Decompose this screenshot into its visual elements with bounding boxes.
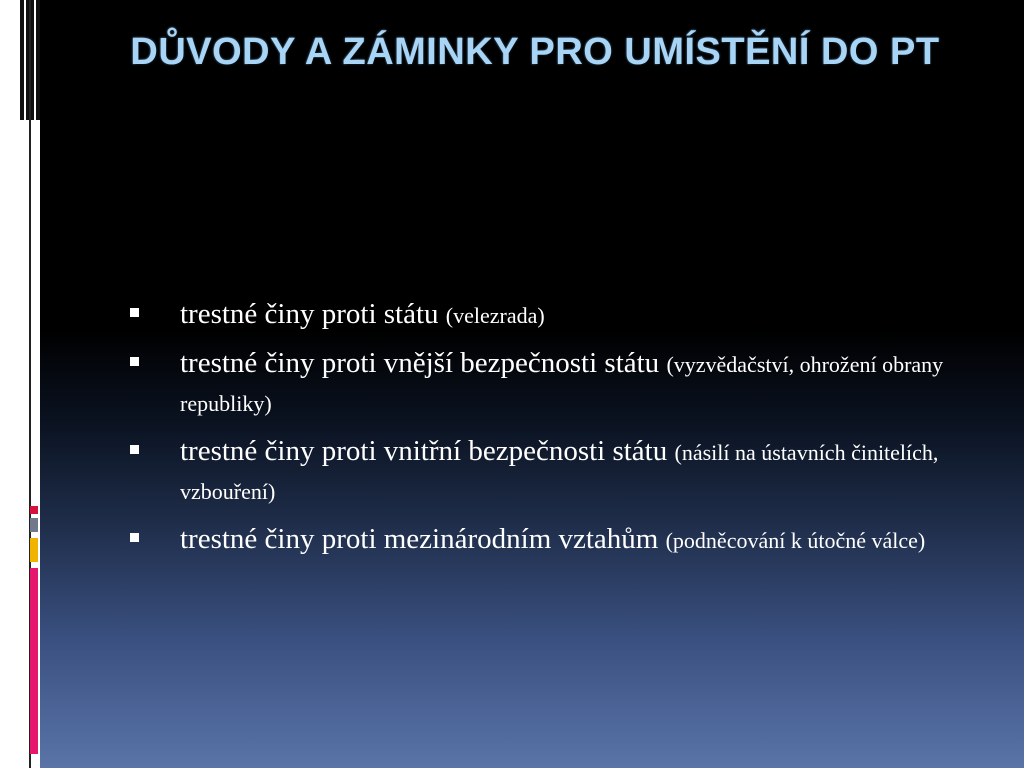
- bullet-main-text: trestné činy proti vnitřní bezpečnosti státu: [180, 435, 675, 467]
- square-bullet-icon: [130, 533, 139, 542]
- bullet-main-text: trestné činy proti mezinárodním vztahům: [180, 523, 666, 555]
- bullet-main-text: trestné činy proti státu: [180, 298, 446, 330]
- bullet-note-text: (vyzvědačství, ohrožení obrany republiky): [180, 352, 944, 416]
- list-item: [128, 433, 988, 513]
- square-bullet-icon: [130, 308, 139, 317]
- decorative-bar: [31, 0, 34, 120]
- left-decorative-strip: [0, 0, 40, 768]
- square-bullet-icon: [130, 357, 139, 366]
- accent-block-gray: [30, 518, 38, 532]
- decorative-bar: [20, 0, 24, 120]
- decorative-bar: [36, 0, 40, 120]
- list-item: [128, 521, 988, 562]
- bullet-list: [128, 296, 988, 570]
- list-item: [128, 296, 988, 337]
- bullet-main-text: trestné činy proti vnější bezpečnosti státu: [180, 347, 667, 379]
- accent-block-pink: [30, 568, 38, 754]
- square-bullet-icon: [130, 445, 139, 454]
- bullet-note-text: (násilí na ústavních činitelích, vzbouření): [180, 440, 939, 504]
- accent-block-gold: [30, 538, 38, 562]
- slide-title: DŮVODY A ZÁMINKY PRO UMÍSTĚNÍ DO PT: [130, 31, 940, 73]
- bullet-note-text: (podněcování k útočné válce): [665, 528, 926, 553]
- accent-block-red: [30, 506, 38, 514]
- list-item: [128, 345, 988, 425]
- bullet-note-text: (velezrada): [445, 303, 545, 328]
